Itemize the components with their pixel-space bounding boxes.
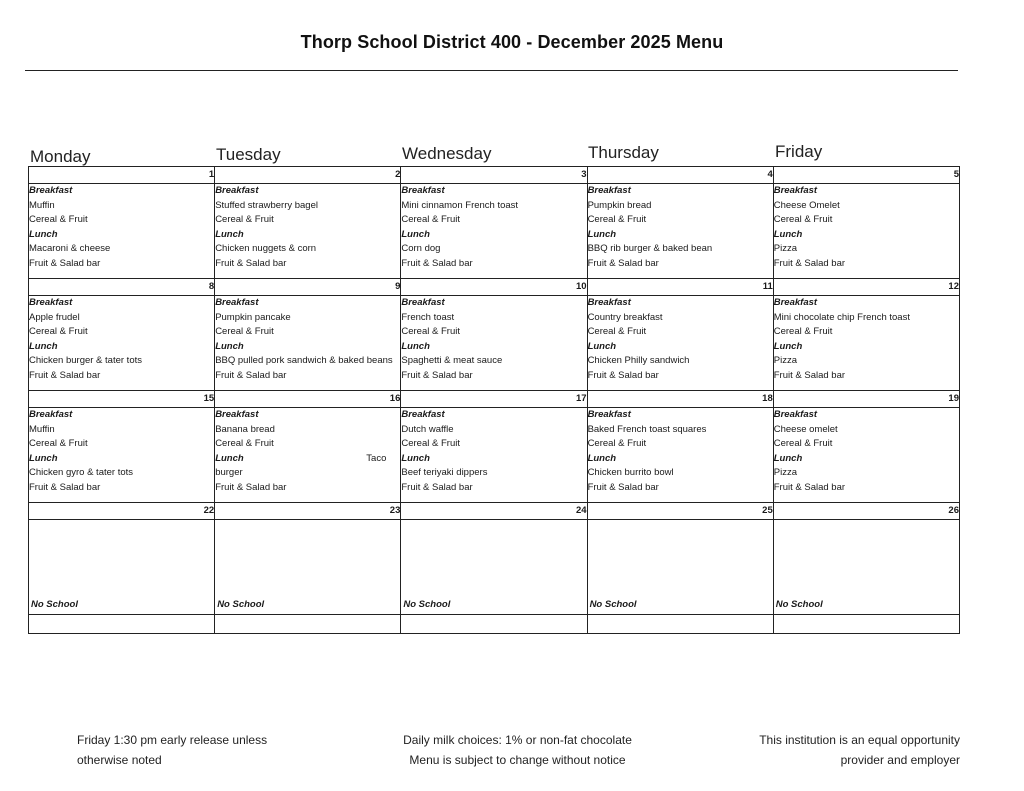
menu-cell: [29, 184, 215, 279]
footer-line: This institution is an equal opportunity: [759, 733, 960, 747]
breakfast-item: Cereal & Fruit: [29, 438, 88, 450]
empty-cell: [773, 615, 959, 634]
breakfast-item: Cereal & Fruit: [401, 326, 460, 338]
date-cell: 23: [215, 503, 401, 520]
menu-calendar: [28, 166, 960, 634]
menu-cell: [587, 184, 773, 279]
footer-line: Daily milk choices: 1% or non-fat chocolate: [403, 733, 632, 747]
title-divider: [25, 70, 958, 71]
date-cell: 16: [215, 391, 401, 408]
weekday-friday: Friday: [775, 142, 823, 161]
breakfast-label: Breakfast: [773, 297, 818, 308]
menu-cell: [587, 296, 773, 391]
breakfast-item: Apple frudel: [29, 311, 80, 323]
lunch-label: Lunch: [401, 452, 430, 464]
no-school-label: No School: [31, 599, 78, 610]
breakfast-label: Breakfast: [215, 185, 259, 196]
lunch-item: Pizza: [773, 243, 797, 255]
footer-line: provider and employer: [840, 753, 960, 767]
breakfast-item: Cereal & Fruit: [587, 438, 647, 450]
breakfast-item: Cereal & Fruit: [773, 326, 833, 338]
breakfast-item: Baked French toast squares: [587, 423, 707, 435]
menu-cell: [587, 408, 773, 503]
no-school-cell: [587, 520, 773, 615]
menu-cell: [215, 184, 401, 279]
breakfast-label: Breakfast: [401, 297, 445, 308]
date-cell: 9: [215, 279, 401, 296]
date-cell: 1: [29, 167, 215, 184]
breakfast-label: Breakfast: [587, 409, 631, 420]
lunch-label: Lunch: [587, 340, 617, 352]
breakfast-item: Stuffed strawberry bagel: [215, 199, 318, 211]
lunch-item: Fruit & Salad bar: [587, 481, 659, 493]
breakfast-item: Muffin: [29, 423, 55, 435]
breakfast-item: Cereal & Fruit: [587, 326, 647, 338]
menu-cell: [773, 408, 959, 503]
menu-cell: [401, 408, 587, 503]
breakfast-item: French toast: [401, 311, 455, 323]
lunch-item: Pizza: [773, 467, 797, 479]
date-cell: 5: [773, 167, 959, 184]
no-school-cell: [401, 520, 587, 615]
footer-early-release-note: [77, 730, 267, 770]
lunch-item: Fruit & Salad bar: [773, 481, 846, 493]
lunch-item: Macaroni & cheese: [29, 243, 111, 255]
empty-cell: [401, 615, 587, 634]
lunch-label: Lunch: [773, 228, 803, 240]
footer-line: otherwise noted: [77, 753, 162, 767]
breakfast-label: Breakfast: [29, 185, 73, 196]
date-row-week-4: [29, 503, 960, 520]
no-school-cell: [29, 520, 215, 615]
breakfast-item: Cereal & Fruit: [773, 438, 833, 450]
menu-row-week-4: [29, 520, 960, 615]
no-school-cell: [773, 520, 959, 615]
date-cell: 4: [587, 167, 773, 184]
empty-cell: [29, 615, 215, 634]
empty-cell: [587, 615, 773, 634]
lunch-label: Lunch: [215, 228, 244, 240]
date-cell: 10: [401, 279, 587, 296]
menu-cell: [773, 184, 959, 279]
lunch-item: Beef teriyaki dippers: [401, 467, 488, 479]
lunch-item: Fruit & Salad bar: [29, 369, 101, 381]
lunch-item: Chicken nuggets & corn: [215, 243, 317, 255]
breakfast-item: Mini chocolate chip French toast: [773, 311, 910, 323]
breakfast-item: Cereal & Fruit: [215, 214, 274, 226]
breakfast-item: Dutch waffle: [401, 423, 454, 435]
lunch-label: Lunch: [29, 228, 58, 240]
weekday-monday: Monday: [30, 147, 91, 166]
breakfast-item: Cereal & Fruit: [29, 214, 88, 226]
weekday-thursday: Thursday: [588, 143, 659, 162]
breakfast-item: Cereal & Fruit: [401, 214, 460, 226]
breakfast-item: Country breakfast: [587, 311, 663, 323]
date-cell: 15: [29, 391, 215, 408]
footer-equal-opportunity-note: [725, 730, 960, 770]
no-school-label: No School: [403, 599, 451, 610]
breakfast-label: Breakfast: [29, 297, 73, 308]
breakfast-label: Breakfast: [215, 297, 259, 308]
lunch-item: Chicken burger & tater tots: [29, 355, 142, 367]
date-cell: 25: [587, 503, 773, 520]
date-row-week-3: [29, 391, 960, 408]
lunch-item: Fruit & Salad bar: [29, 481, 101, 493]
lunch-item: Corn dog: [401, 243, 441, 255]
lunch-item: Chicken burrito bowl: [587, 467, 674, 479]
date-cell: 3: [401, 167, 587, 184]
lunch-item: Pizza: [773, 355, 797, 367]
date-cell: 12: [773, 279, 959, 296]
breakfast-item: Cereal & Fruit: [215, 438, 274, 450]
menu-cell: [401, 184, 587, 279]
breakfast-label: Breakfast: [773, 185, 818, 196]
footer-milk-note: [380, 730, 655, 770]
lunch-note: Taco: [366, 452, 387, 464]
footer-line: Friday 1:30 pm early release unless: [77, 733, 268, 747]
breakfast-item: Mini cinnamon French toast: [401, 199, 519, 211]
page-title: Thorp School District 400 - December 2025 Menu: [300, 32, 724, 52]
menu-cell: [29, 296, 215, 391]
menu-cell: [401, 296, 587, 391]
no-school-label: No School: [217, 599, 265, 610]
breakfast-item: Cereal & Fruit: [29, 326, 88, 338]
footer-line: Menu is subject to change without notice: [409, 753, 626, 767]
date-cell: 11: [587, 279, 773, 296]
empty-row: [29, 615, 960, 634]
breakfast-item: Cereal & Fruit: [401, 438, 460, 450]
lunch-item: Fruit & Salad bar: [401, 257, 473, 269]
lunch-item: BBQ rib burger & baked bean: [587, 243, 713, 255]
lunch-label: Lunch: [215, 452, 244, 464]
menu-cell: [215, 408, 401, 503]
menu-cell: [773, 296, 959, 391]
breakfast-label: Breakfast: [29, 409, 73, 420]
lunch-item: Fruit & Salad bar: [29, 257, 101, 269]
breakfast-label: Breakfast: [587, 297, 631, 308]
lunch-label: Lunch: [29, 340, 58, 352]
menu-cell: [215, 296, 401, 391]
breakfast-item: Cereal & Fruit: [587, 214, 647, 226]
lunch-item: Fruit & Salad bar: [401, 481, 473, 493]
lunch-item: Fruit & Salad bar: [215, 257, 287, 269]
lunch-label: Lunch: [215, 340, 244, 352]
lunch-item: BBQ pulled pork sandwich & baked beans: [215, 355, 393, 367]
date-cell: 8: [29, 279, 215, 296]
lunch-label: Lunch: [587, 452, 617, 464]
breakfast-label: Breakfast: [401, 409, 445, 420]
breakfast-item: Muffin: [29, 199, 55, 211]
lunch-item: Fruit & Salad bar: [773, 369, 846, 381]
empty-cell: [215, 615, 401, 634]
lunch-label: Lunch: [401, 340, 430, 352]
menu-cell: [29, 408, 215, 503]
lunch-item: Fruit & Salad bar: [401, 369, 473, 381]
lunch-item: Fruit & Salad bar: [587, 369, 659, 381]
breakfast-item: Banana bread: [215, 423, 275, 435]
no-school-label: No School: [775, 599, 823, 610]
lunch-label: Lunch: [773, 452, 803, 464]
lunch-item: Chicken gyro & tater tots: [29, 467, 134, 479]
breakfast-item: Cheese omelet: [773, 423, 838, 435]
date-cell: 17: [401, 391, 587, 408]
breakfast-label: Breakfast: [587, 185, 631, 196]
breakfast-label: Breakfast: [401, 185, 445, 196]
lunch-item: Fruit & Salad bar: [215, 369, 287, 381]
no-school-cell: [215, 520, 401, 615]
lunch-label: Lunch: [773, 340, 803, 352]
lunch-label: Lunch: [587, 228, 617, 240]
date-cell: 24: [401, 503, 587, 520]
lunch-item: Spaghetti & meat sauce: [401, 355, 503, 367]
date-row-week-2: [29, 279, 960, 296]
date-cell: 19: [773, 391, 959, 408]
lunch-item: Fruit & Salad bar: [215, 481, 287, 493]
breakfast-label: Breakfast: [215, 409, 259, 420]
lunch-label: Lunch: [401, 228, 430, 240]
menu-row-week-3: [29, 408, 960, 503]
weekday-wednesday: Wednesday: [402, 144, 492, 163]
menu-row-week-2: [29, 296, 960, 391]
breakfast-item: Pumpkin bread: [587, 199, 652, 211]
breakfast-label: Breakfast: [773, 409, 818, 420]
no-school-label: No School: [589, 599, 637, 610]
lunch-label: Lunch: [29, 452, 58, 464]
lunch-item: Chicken Philly sandwich: [587, 355, 690, 367]
date-row-week-1: [29, 167, 960, 184]
date-cell: 18: [587, 391, 773, 408]
date-cell: 22: [29, 503, 215, 520]
weekday-tuesday: Tuesday: [216, 145, 281, 164]
menu-row-week-1: [29, 184, 960, 279]
lunch-label-line: [215, 452, 400, 467]
lunch-item: Fruit & Salad bar: [587, 257, 659, 269]
date-cell: 2: [215, 167, 401, 184]
breakfast-item: Cereal & Fruit: [773, 214, 833, 226]
lunch-item: burger: [215, 467, 243, 479]
breakfast-item: Pumpkin pancake: [215, 311, 291, 323]
breakfast-item: Cheese Omelet: [773, 199, 840, 211]
date-cell: 26: [773, 503, 959, 520]
lunch-item: Fruit & Salad bar: [773, 257, 846, 269]
breakfast-item: Cereal & Fruit: [215, 326, 274, 338]
